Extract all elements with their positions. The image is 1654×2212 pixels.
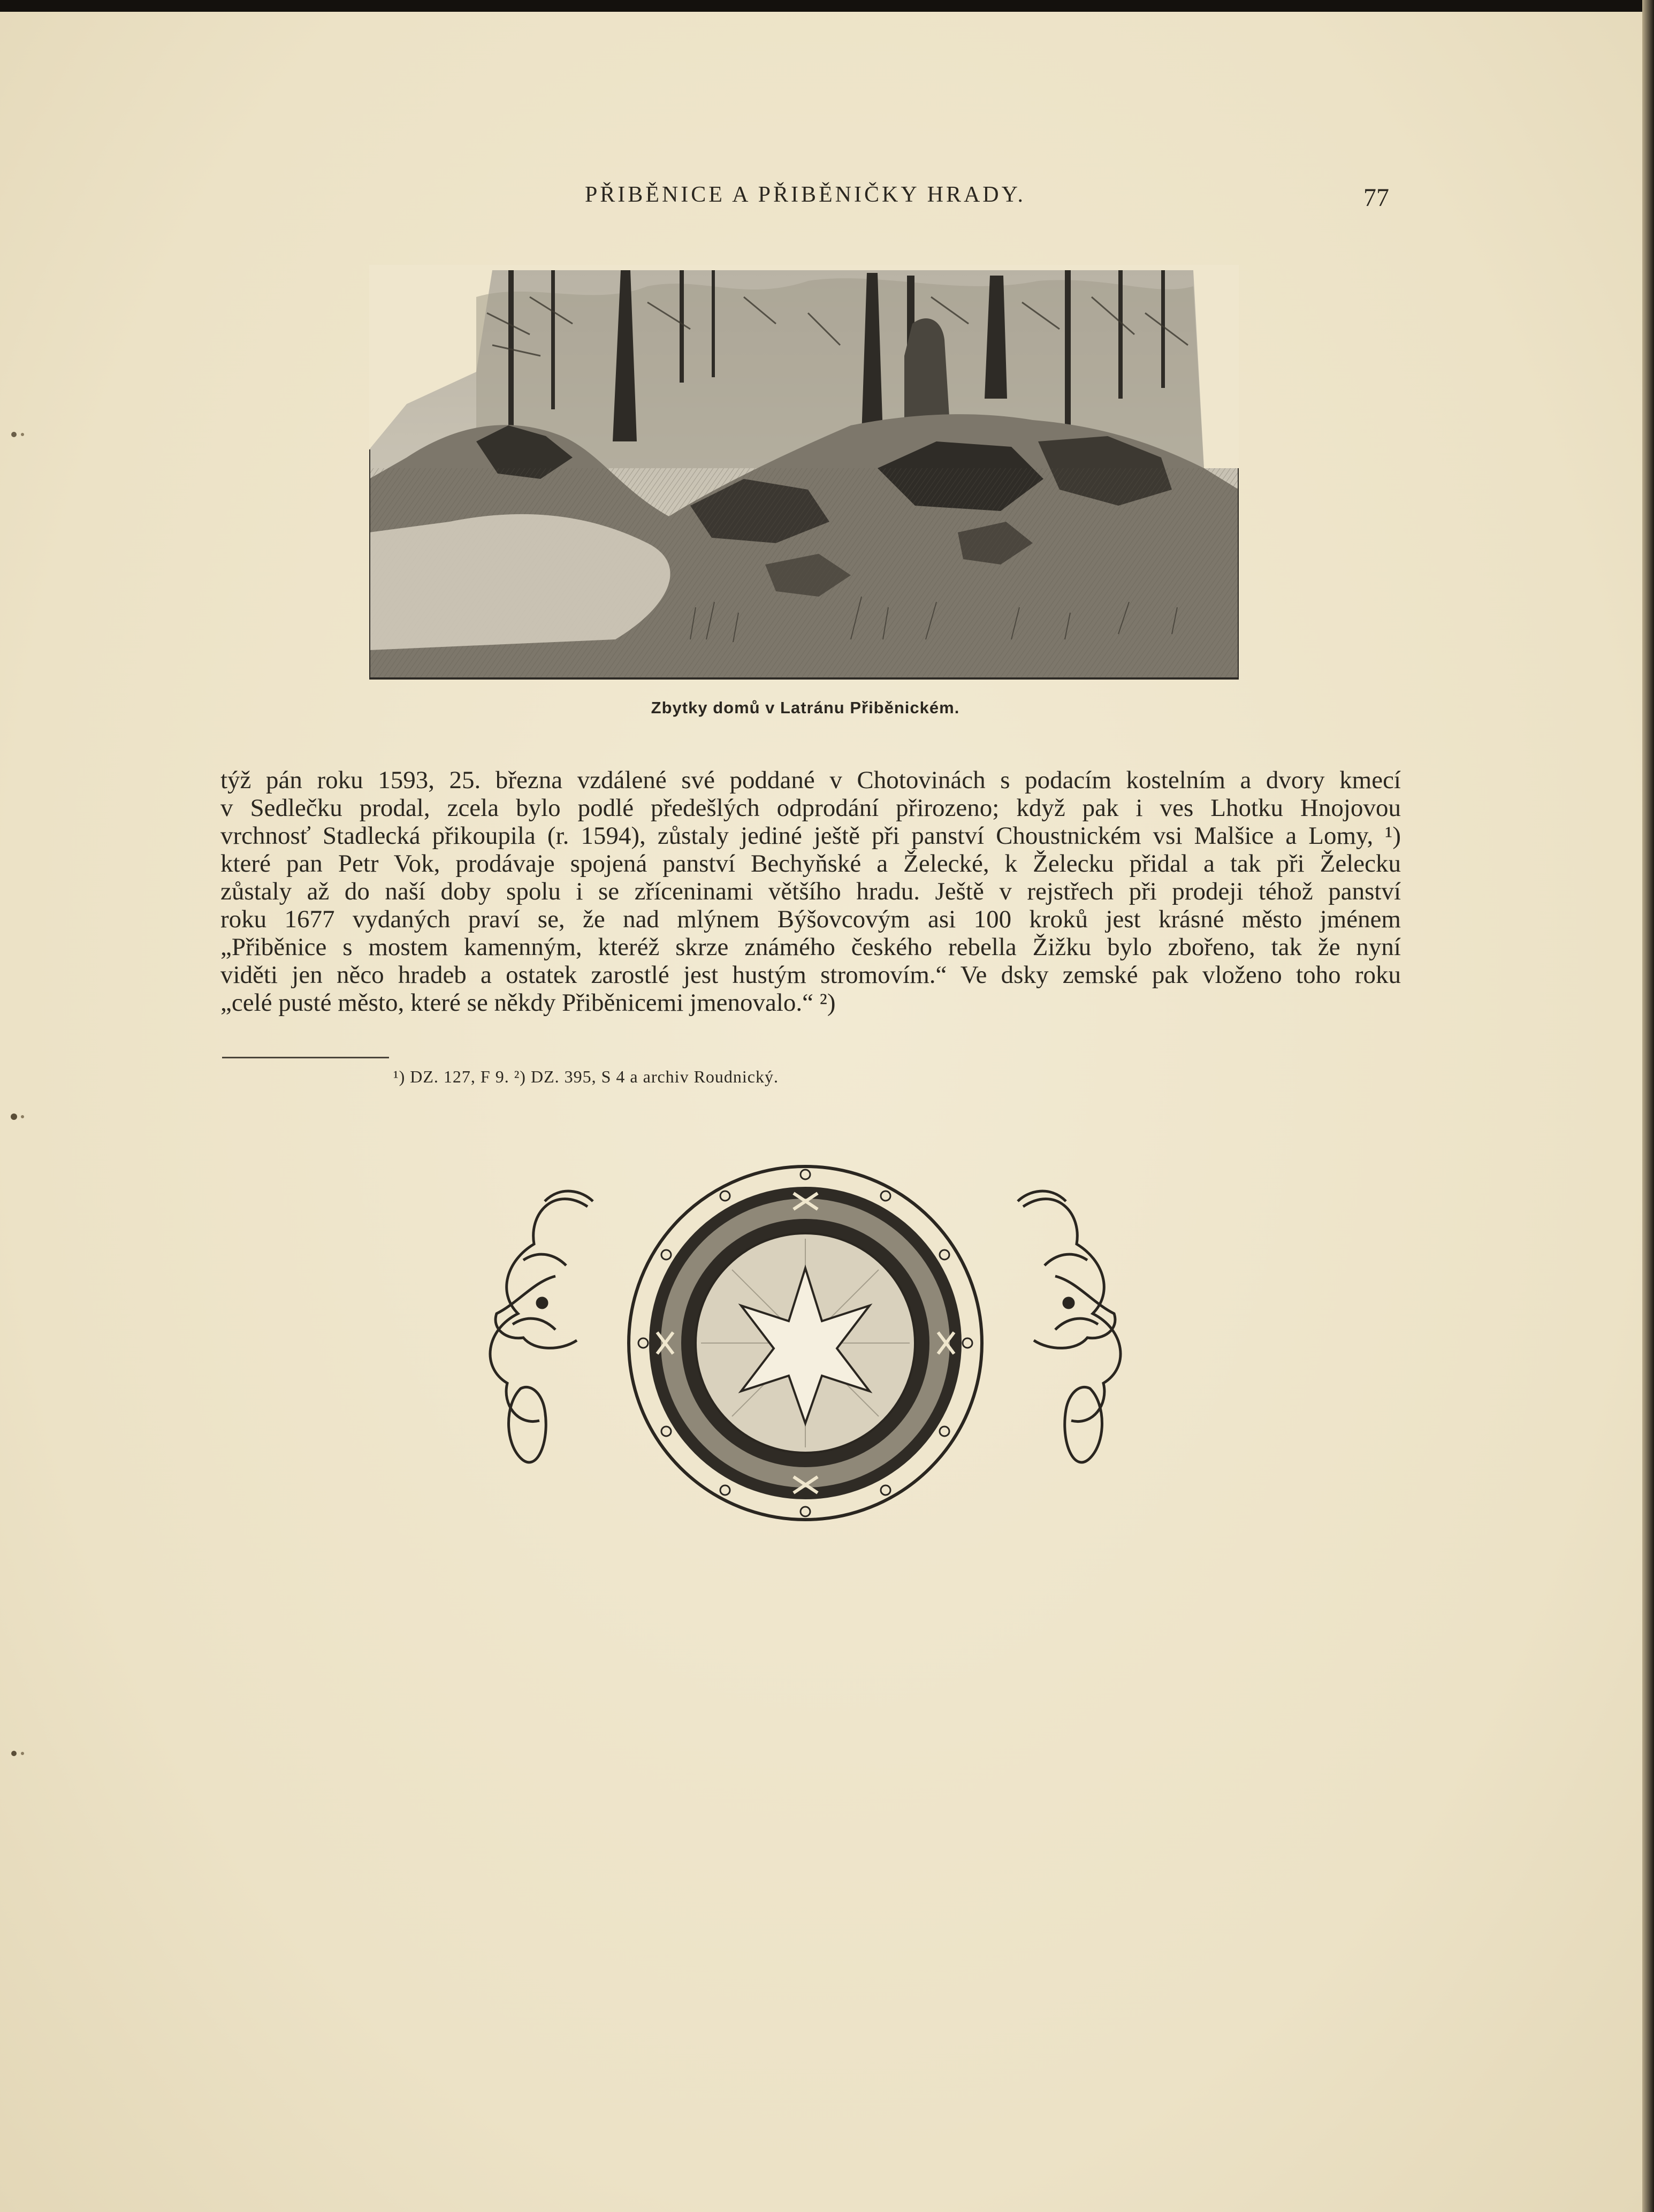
forest-ruins-engraving-icon [369, 265, 1239, 680]
text-line: v Sedlečku prodal, zcela bylo podlé předešlých odprodání přirozeno; když pak i ves Lhotku Hnojovou [220, 794, 1401, 822]
text-line: roku 1677 vydaných praví se, že nad mlýnem Býšovcovým asi 100 kroků jest krásné město jménem [220, 905, 1401, 933]
footnotes: ¹) DZ. 127, F 9. ²) DZ. 395, S 4 a archiv Roudnický. [393, 1067, 779, 1086]
scan-border-top [0, 0, 1654, 12]
text-line: „celé pusté město, které se někdy Přiběnicemi jmenovalo.“ ²) [220, 989, 836, 1017]
margin-mark [7, 1111, 29, 1122]
text-line: „Přiběnice s mostem kamenným, kteréž skrze známého českého rebella Žižku bylo zbořeno, tak že nyní [220, 933, 1401, 961]
text-line: viděti jen něco hradeb a ostatek zarostlé jest hustým stromovím.“ Ve dsky zemské pak vloženo toho roku [220, 961, 1401, 989]
footnote-rule [222, 1057, 389, 1058]
scan-border-right [1642, 0, 1654, 2212]
lion-heads-star-shield-icon [475, 1153, 1135, 1533]
body-paragraph [220, 766, 1401, 1017]
text-line: týž pán roku 1593, 25. března vzdálené své poddané v Chotovinách s podacím kostelním a dvory kmecí [220, 766, 1401, 794]
text-line: vrchnosť Stadlecká přikoupila (r. 1594), zůstaly jediné ještě při panství Choustnickém vsi Malšice a Lomy, ¹) [220, 822, 1401, 850]
margin-mark [7, 429, 29, 440]
text-line: zůstaly až do naší doby spolu i se zříceninami většího hradu. Ještě v rejstřech při prodeji téhož panství [220, 878, 1401, 905]
margin-mark [7, 1748, 29, 1759]
running-title: PŘIBĚNICE A PŘIBĚNIČKY HRADY. [584, 182, 1026, 207]
figure-caption: Zbytky domů v Latránu Přiběnickém. [651, 698, 960, 717]
page-number: 77 [1363, 184, 1389, 212]
text-line: které pan Petr Vok, prodávaje spojená panství Bechyňské a Želecké, k Želecku přidal a tak při Želecku [220, 850, 1401, 878]
